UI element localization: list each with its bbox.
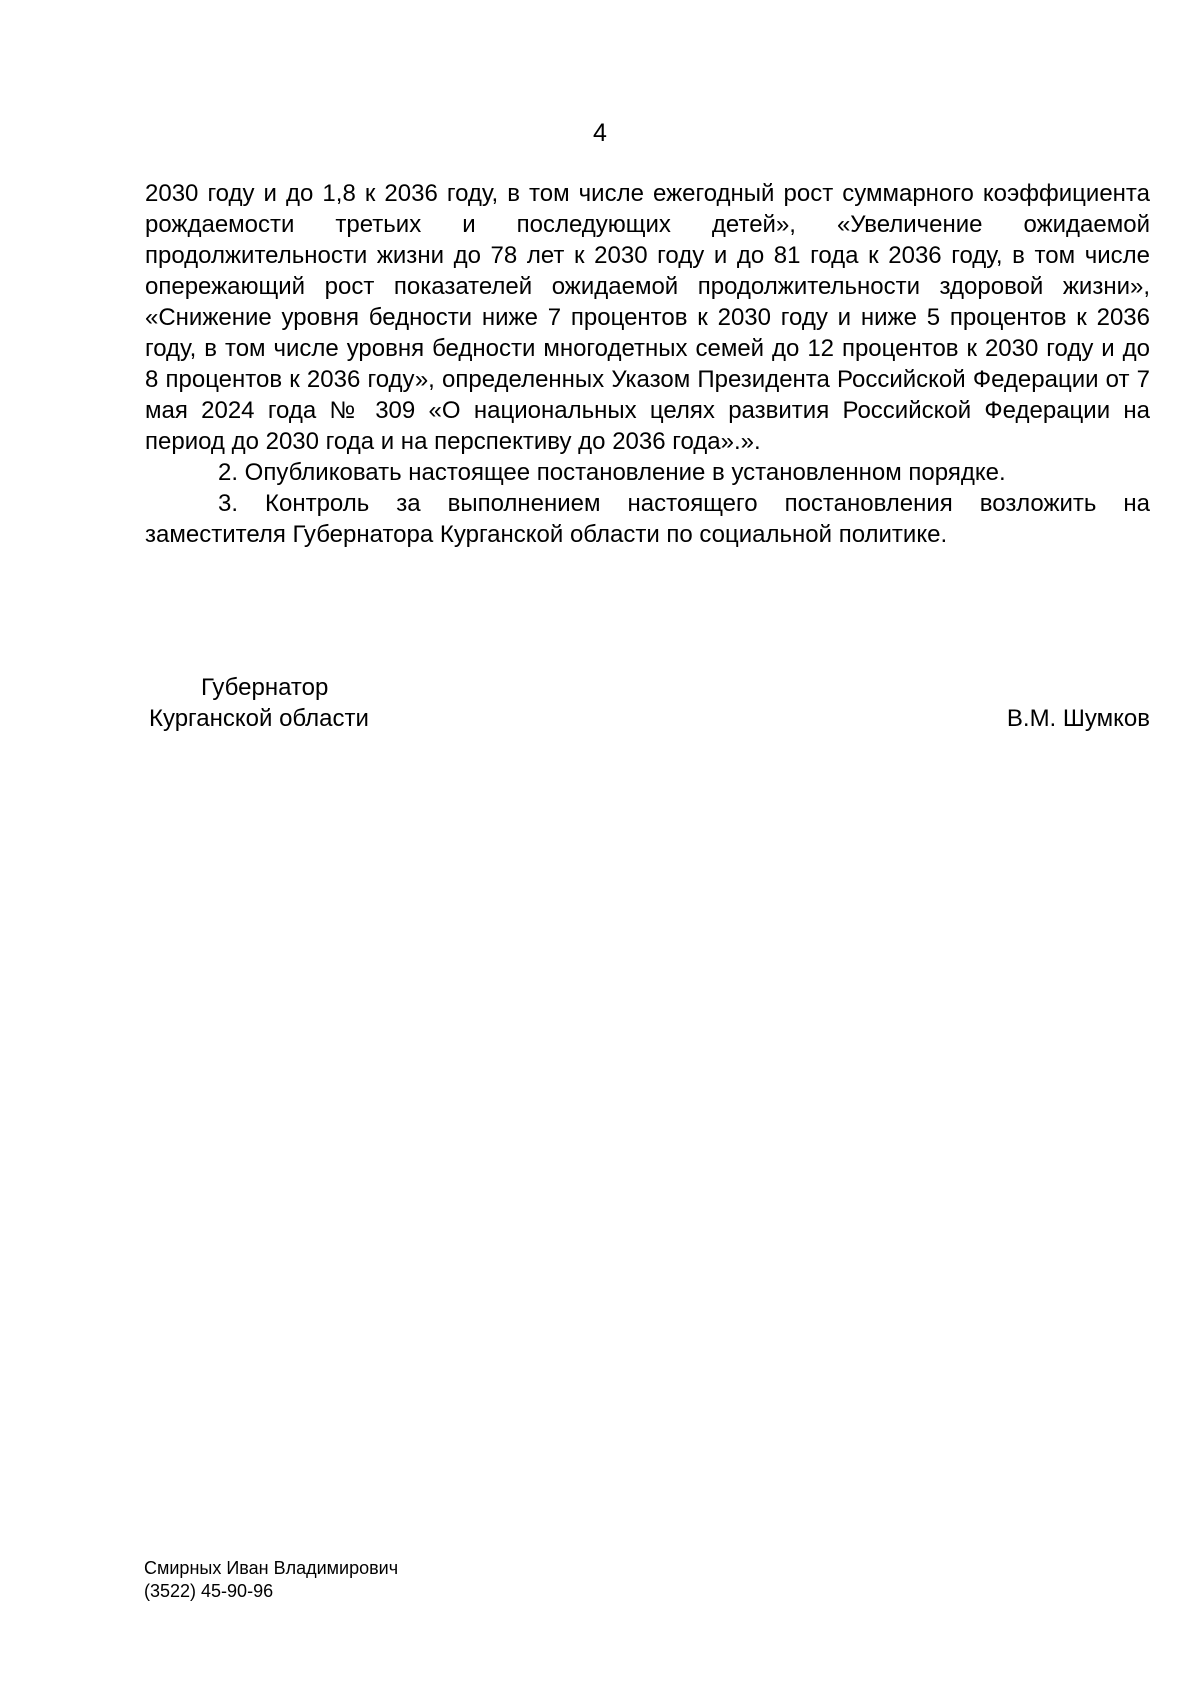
executor-block	[144, 1557, 398, 1603]
signatory-name: В.М. Шумков	[1006, 705, 1150, 732]
document-body	[145, 178, 1150, 550]
signatory-title	[149, 672, 369, 734]
executor-name: Смирных Иван Владимирович	[144, 1558, 399, 1578]
paragraph-continuation: 2030 году и до 1,8 к 2036 году, в том числе ежегодный рост суммарного коэффициента рождаемости третьих и последующих детей», «Увеличение ожидаемой продолжительности жизни до 78 лет к 2030 году и до 81 года к 2036 году, в том числе опережающий рост показателей ожидаемой продолжительности здоровой жизни», «Снижение уровня бедности ниже 7 процентов к 2030 году и ниже 5 процентов к 2036 году, в том числе уровня бедности многодетных семей до 12 процентов к 2030 году и до 8 процентов к 2036 году», определенных Указом Президента Российской Федерации от 7 мая 2024 года № 309 «О национальных целях развития Российской Федерации на период до 2030 года и на перспективу до 2036 года».».	[145, 180, 1150, 455]
paragraph-item-2: 2. Опубликовать настоящее постановление в установленном порядке.	[218, 459, 1006, 486]
signatory-region: Курганской области	[149, 705, 369, 732]
executor-phone: (3522) 45-90-96	[144, 1581, 274, 1601]
signatory-position: Губернатор	[201, 674, 329, 701]
page-number: 4	[593, 119, 607, 147]
paragraph-item-3: 3. Контроль за выполнением настоящего постановления возложить на заместителя Губернатора Курганской области по социальной политике.	[145, 490, 1150, 548]
